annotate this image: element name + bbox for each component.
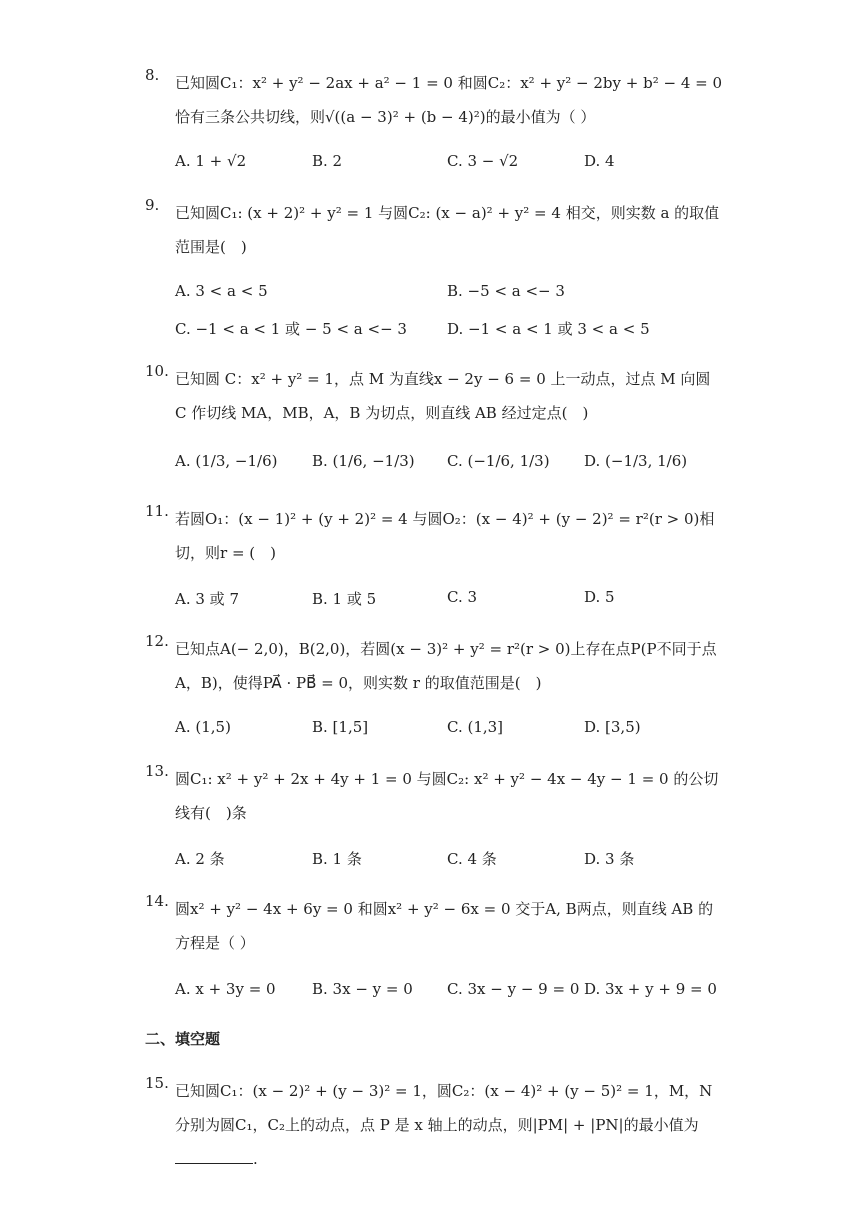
option-c[interactable]: C. 4 条: [447, 850, 497, 868]
question-15: [145, 1074, 725, 1176]
options-12: [175, 718, 735, 748]
question-stem: 已知点A(− 2,0)，B(2,0)，若圆(x − 3)² + y² = r²(r > 0)上存在点P(P不同于点 A，B)，使得PA⃗ · PB⃗ = 0，则实数 r 的取值范围是( ): [175, 640, 717, 692]
section-title: 二、填空题: [145, 1030, 221, 1048]
option-d[interactable]: D. [3,5): [584, 718, 641, 736]
options-9-row2: [175, 318, 735, 348]
option-d[interactable]: D. 5: [584, 588, 615, 606]
option-c[interactable]: C. 3: [447, 588, 478, 606]
question-stem: 已知圆C₁：x² + y² − 2ax + a² − 1 = 0 和圆C₂：x² + y² − 2by + b² − 4 = 0 恰有三条公共切线，则√((a − 3)² + (b − 4)²)的最小值为（ ）: [175, 74, 723, 126]
question-number: 11.: [145, 502, 169, 520]
option-d[interactable]: D. 3x + y + 9 = 0: [584, 980, 717, 998]
option-d[interactable]: D. 4: [584, 152, 615, 170]
question-number: 8.: [145, 66, 160, 84]
question-stem: 已知圆 C：x² + y² = 1，点 M 为直线x − 2y − 6 = 0 上一动点，过点 M 向圆 C 作切线 MA，MB，A，B 为切点，则直线 AB 经过定点( ): [175, 370, 711, 422]
option-c[interactable]: C. (1,3]: [447, 718, 504, 736]
option-a[interactable]: A. (1,5): [175, 718, 231, 736]
option-c[interactable]: C. −1 < a < 1 或 − 5 < a <− 3: [175, 320, 407, 338]
question-12: [145, 632, 725, 700]
option-b[interactable]: B. [1,5]: [312, 718, 369, 736]
question-number: 14.: [145, 892, 169, 910]
question-stem-text: 已知圆C₁：(x − 2)² + (y − 3)² = 1，圆C₂：(x − 4)² + (y − 5)² = 1，M，N 分别为圆C₁，C₂上的动点，点 P 是 x 轴上的动点，则|PM| + |PN|的最小值为: [175, 1082, 713, 1134]
question-number: 9.: [145, 196, 160, 214]
options-13: [175, 848, 735, 878]
option-b[interactable]: B. 1 条: [312, 850, 362, 868]
option-a[interactable]: A. x + 3y = 0: [175, 980, 276, 998]
question-number: 13.: [145, 762, 169, 780]
question-13: [145, 762, 725, 830]
option-d[interactable]: D. (−1/3, 1/6): [584, 452, 688, 470]
option-c[interactable]: C. 3 − √2: [447, 152, 519, 170]
option-a[interactable]: A. 2 条: [175, 850, 225, 868]
option-b[interactable]: B. −5 < a <− 3: [447, 282, 565, 300]
option-c[interactable]: C. 3x − y − 9 = 0: [447, 980, 580, 998]
question-stem: 圆C₁: x² + y² + 2x + 4y + 1 = 0 与圆C₂: x² + y² − 4x − 4y − 1 = 0 的公切线有( )条: [175, 770, 719, 822]
question-number: 15.: [145, 1074, 169, 1092]
question-9: [145, 196, 725, 264]
answer-blank[interactable]: [175, 1149, 253, 1164]
option-c[interactable]: C. (−1/6, 1/3): [447, 452, 550, 470]
options-10: [175, 452, 735, 482]
option-a[interactable]: A. (1/3, −1/6): [175, 452, 278, 470]
question-number: 12.: [145, 632, 169, 650]
options-14: [175, 980, 735, 1010]
question-stem: 圆x² + y² − 4x + 6y = 0 和圆x² + y² − 6x = 0 交于A, B两点，则直线 AB 的方程是（ ）: [175, 900, 714, 952]
question-end: .: [253, 1150, 258, 1168]
option-d[interactable]: D. −1 < a < 1 或 3 < a < 5: [447, 320, 650, 338]
question-number: 10.: [145, 362, 169, 380]
option-a[interactable]: A. 3 < a < 5: [175, 282, 268, 300]
question-stem: 若圆O₁：(x − 1)² + (y + 2)² = 4 与圆O₂：(x − 4)² + (y − 2)² = r²(r > 0)相切，则r = ( ): [175, 510, 715, 562]
option-b[interactable]: B. (1/6, −1/3): [312, 452, 415, 470]
question-11: [145, 502, 725, 570]
option-a[interactable]: A. 1 + √2: [175, 152, 247, 170]
question-10: [145, 362, 725, 430]
option-b[interactable]: B. 3x − y = 0: [312, 980, 413, 998]
options-11: [175, 588, 735, 618]
option-b[interactable]: B. 1 或 5: [312, 590, 377, 608]
question-stem: [175, 1074, 725, 1176]
question-8: [145, 66, 725, 134]
option-a[interactable]: A. 3 或 7: [175, 590, 239, 608]
option-b[interactable]: B. 2: [312, 152, 343, 170]
options-8: [175, 152, 735, 182]
question-stem: 已知圆C₁: (x + 2)² + y² = 1 与圆C₂: (x − a)² + y² = 4 相交，则实数 a 的取值范围是( ): [175, 204, 720, 256]
question-14: [145, 892, 725, 960]
options-9-row1: [175, 282, 735, 312]
option-d[interactable]: D. 3 条: [584, 850, 635, 868]
